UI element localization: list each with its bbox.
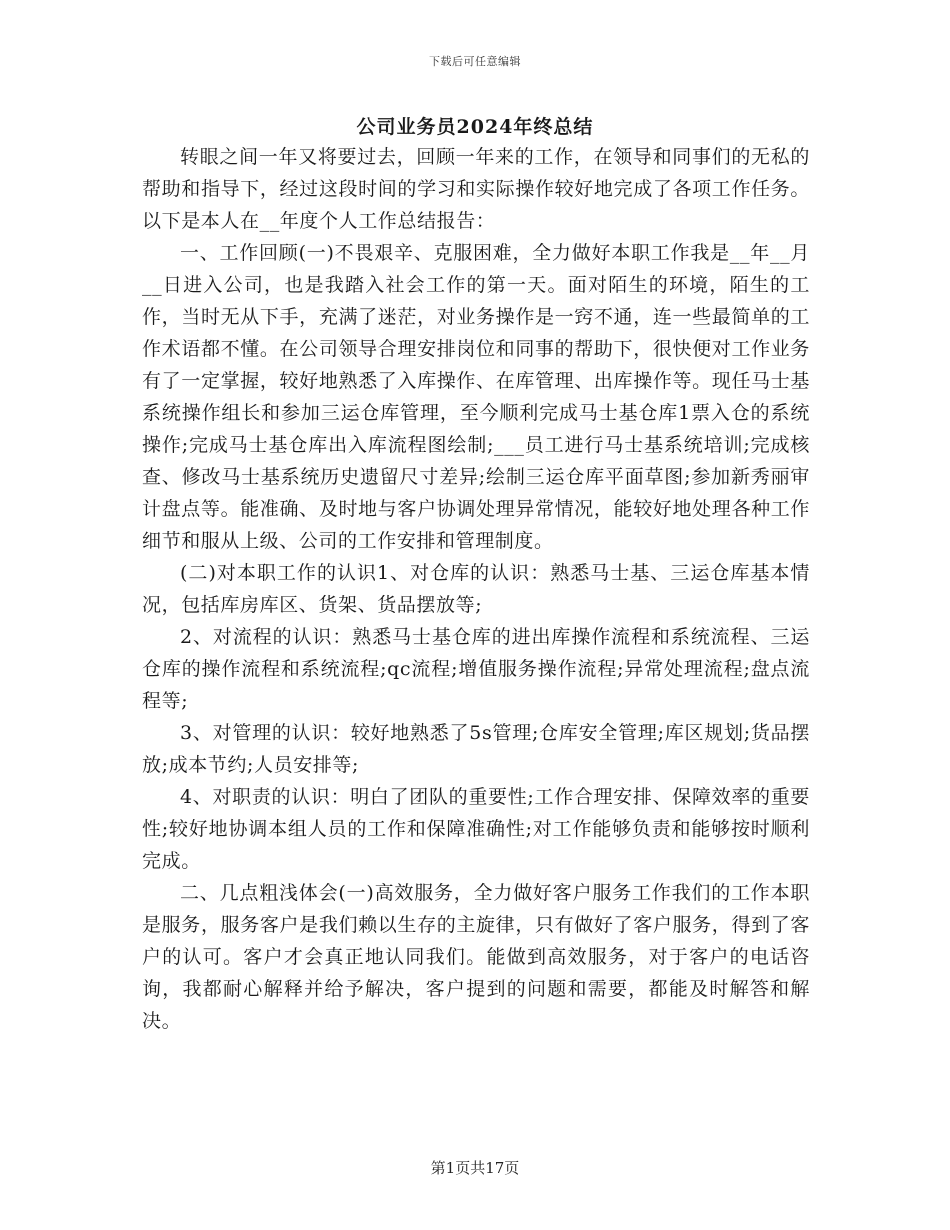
paragraph-experience: 二、几点粗浅体会(一)高效服务，全力做好客户服务工作我们的工作本职是服务，服务客户是我们赖以生存的主旋律，只有做好了客户服务，得到了客户的认可。客户才会真正地认同我们。能做到高效服务，对于客户的电话咨询，我都耐心解释并给予解决，客户提到的问题和需要，都能及时解答和解决。	[142, 882, 810, 1032]
paragraph-warehouse-understanding: (二)对本职工作的认识1、对仓库的认识：熟悉马士基、三运仓库基本情况，包括库房库区、货架、货品摆放等;	[142, 562, 810, 616]
header-note: 下载后可任意编辑	[429, 55, 521, 68]
document-body	[142, 141, 810, 1037]
paragraph-duty-understanding: 4、对职责的认识：明白了团队的重要性;工作合理安排、保障效率的重要性;较好地协调本组人员的工作和保障准确性;对工作能够负责和能够按时顺利完成。	[142, 786, 810, 872]
paragraph-management-understanding: 3、对管理的认识：较好地熟悉了5s管理;仓库安全管理;库区规划;货品摆放;成本节约;人员安排等;	[142, 722, 810, 776]
paragraph-work-review: 一、工作回顾(一)不畏艰辛、克服困难，全力做好本职工作我是__年__月__日进入公司，也是我踏入社会工作的第一天。面对陌生的环境，陌生的工作，当时无从下手，充满了迷茫，对业务操作是一窍不通，连一些最简单的工作术语都不懂。在公司领导合理安排岗位和同事的帮助下，很快便对工作业务有了一定掌握，较好地熟悉了入库操作、在库管理、出库操作等。现任马士基系统操作组长和参加三运仓库管理，至今顺利完成马士基仓库1票入仓的系统操作;完成马士基仓库出入库流程图绘制;___员工进行马士基系统培训;完成核查、修改马士基系统历史遗留尺寸差异;绘制三运仓库平面草图;参加新秀丽审计盘点等。能准确、及时地与客户协调处理异常情况，能较好地处理各种工作细节和服从上级、公司的工作安排和管理制度。	[142, 242, 810, 552]
paragraph-intro: 转眼之间一年又将要过去，回顾一年来的工作，在领导和同事们的无私的帮助和指导下，经过这段时间的学习和实际操作较好地完成了各项工作任务。以下是本人在__年度个人工作总结报告：	[142, 146, 810, 232]
page-number-footer: 第1页共17页	[430, 1159, 520, 1177]
document-title: 公司业务员2024年终总结	[356, 116, 594, 138]
paragraph-process-understanding: 2、对流程的认识：熟悉马士基仓库的进出库操作流程和系统流程、三运仓库的操作流程和系统流程;qc流程;增值服务操作流程;异常处理流程;盘点流程等;	[142, 626, 810, 712]
